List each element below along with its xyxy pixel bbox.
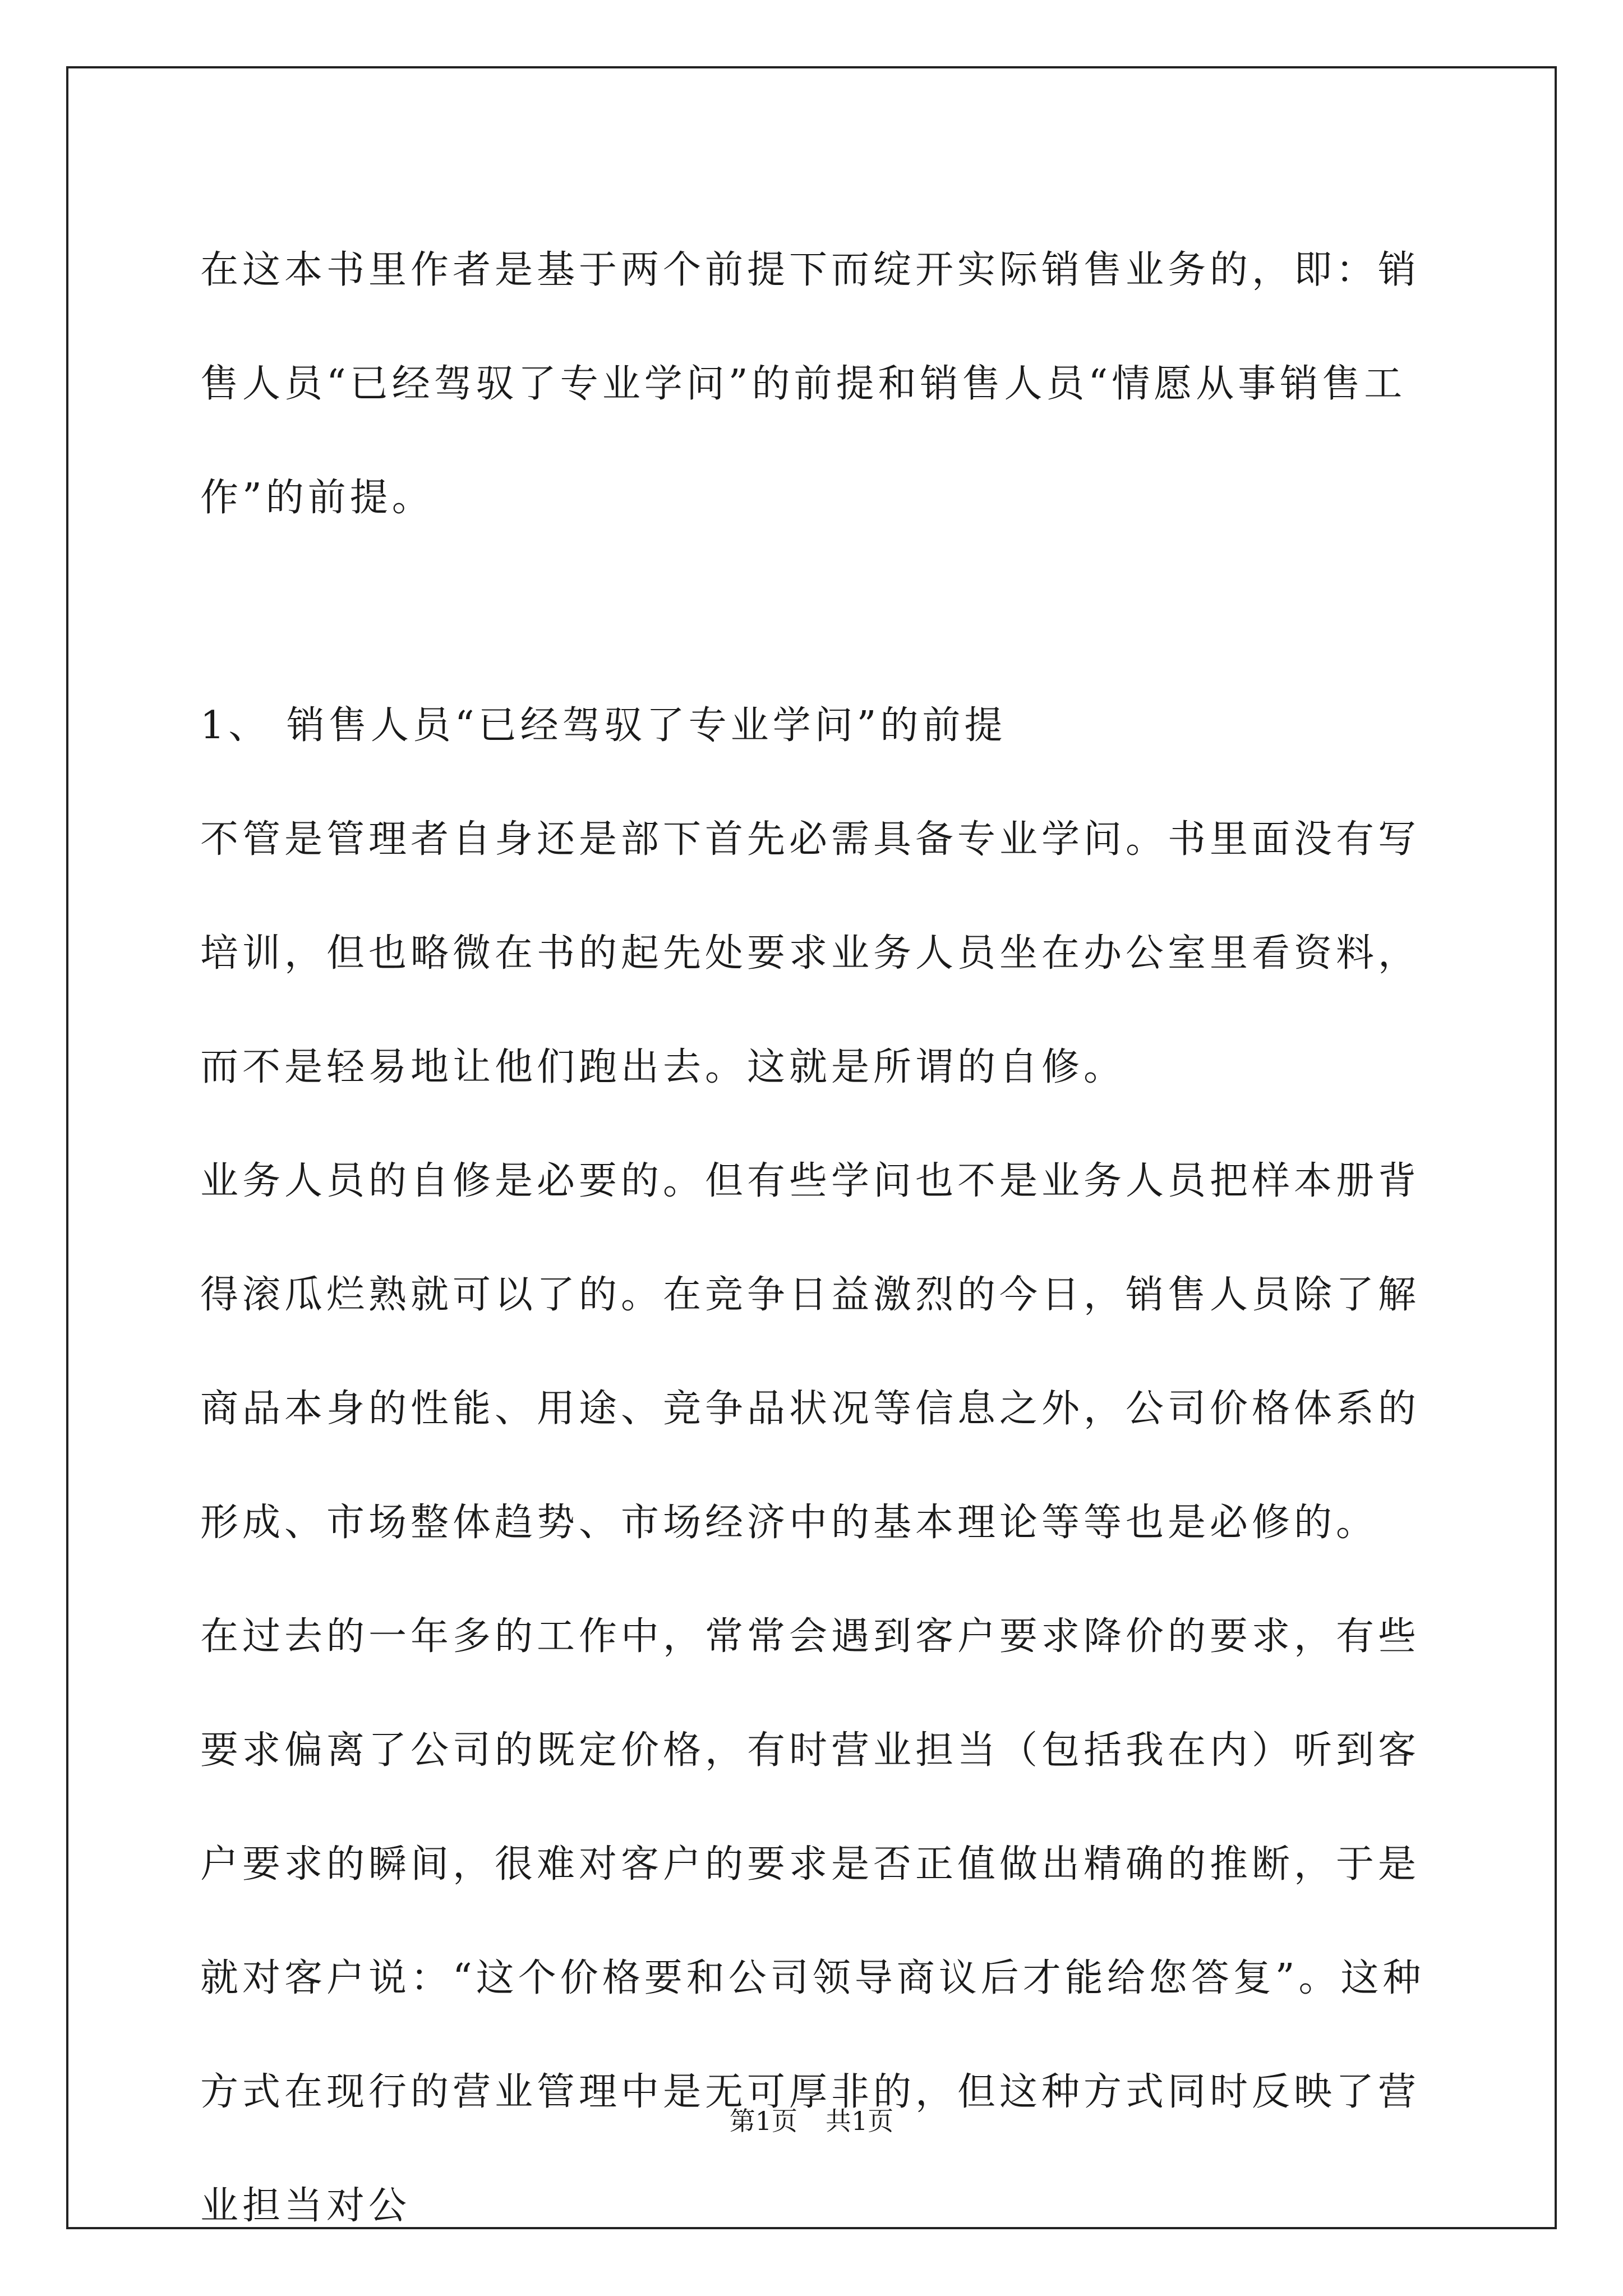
total-pages: 共1页 — [826, 2106, 894, 2136]
paragraph-self-study: 不管是管理者自身还是部下首先必需具备专业学问。书里面没有写培训，但也略微在书的起先处要求业务人员坐在办公室里看资料，而不是轻易地让他们跑出去。这就是所谓的自修。 — [200, 817, 1421, 1089]
paragraph-pricing: 在过去的一年多的工作中，常常会遇到客户要求降价的要求，有些要求偏离了公司的既定价格，有时营业担当（包括我在内）听到客户要求的瞬间，很难对客户的要求是否正值做出精确的推断，于是就对客户说：“这个价格要和公司领导商议后才能给您答复”。这种方式在现行的营业管理中是无可厚非的，但这种方式同时反映了营业担当对公 — [200, 1614, 1425, 2228]
paragraph-spacer — [200, 555, 1428, 669]
page-number: 第1页 — [729, 2106, 797, 2136]
paragraph-intro: 在这本书里作者是基于两个前提下而绽开实际销售业务的，即：销售人员“已经驾驭了专业学问”的前提和销售人员“情愿从事销售工作”的前提。 — [200, 248, 1421, 520]
section-heading: 1、 销售人员“已经驾驭了专业学问”的前提 — [200, 703, 1007, 748]
paragraph-necessity: 业务人员的自修是必要的。但有些学问也不是业务人员把样本册背得滚瓜烂熟就可以了的。在竞争日益激烈的今日，销售人员除了解商品本身的性能、用途、竞争品状况等信息之外，公司价格体系的形成、市场整体趋势、市场经济中的基本理论等等也是必修的。 — [200, 1159, 1421, 1545]
document-body — [200, 213, 1428, 2263]
page-footer — [0, 2101, 1623, 2138]
